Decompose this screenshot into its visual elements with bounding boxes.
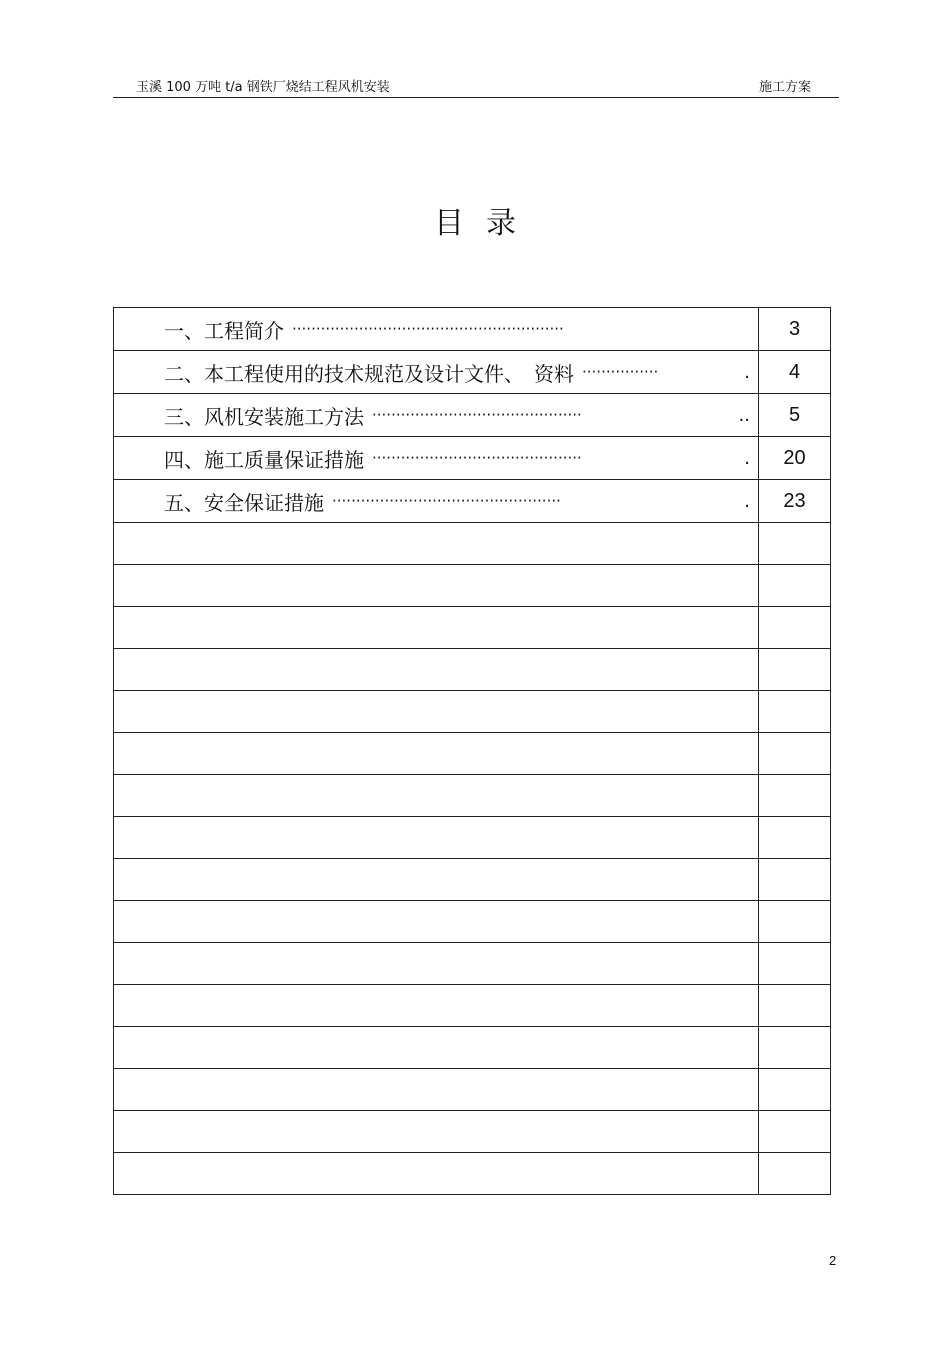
- toc-empty-page-cell: [759, 1069, 831, 1111]
- page-title: 目录: [434, 206, 538, 241]
- toc-page-number: 23: [759, 480, 831, 523]
- toc-empty-row: [114, 985, 831, 1027]
- toc-empty-entry-cell: [114, 775, 759, 817]
- toc-page-number: 4: [759, 351, 831, 394]
- toc-empty-entry-cell: [114, 943, 759, 985]
- toc-empty-page-cell: [759, 733, 831, 775]
- toc-empty-row: [114, 1027, 831, 1069]
- toc-empty-entry-cell: [114, 985, 759, 1027]
- toc-entry-cell: [114, 480, 759, 523]
- toc-entry-cell: [114, 308, 759, 351]
- toc-empty-row: [114, 691, 831, 733]
- toc-empty-entry-cell: [114, 1027, 759, 1069]
- toc-empty-page-cell: [759, 1153, 831, 1195]
- toc-empty-row: [114, 1153, 831, 1195]
- toc-empty-row: [114, 859, 831, 901]
- toc-empty-entry-cell: [114, 901, 759, 943]
- page-number: 2: [829, 1253, 837, 1268]
- toc-leader-dots: ················································: [332, 492, 561, 510]
- toc-leader-tail: .: [744, 447, 750, 469]
- toc-entry-label[interactable]: 五、安全保证措施: [164, 490, 324, 515]
- toc-empty-row: [114, 523, 831, 565]
- toc-empty-page-cell: [759, 775, 831, 817]
- toc-page-number: 5: [759, 394, 831, 437]
- toc-empty-page-cell: [759, 1027, 831, 1069]
- toc-empty-page-cell: [759, 565, 831, 607]
- toc-leader-dots: ·························································: [292, 320, 564, 338]
- toc-empty-row: [114, 817, 831, 859]
- toc-empty-row: [114, 775, 831, 817]
- toc-empty-entry-cell: [114, 649, 759, 691]
- toc-empty-row: [114, 1111, 831, 1153]
- toc-empty-entry-cell: [114, 691, 759, 733]
- toc-empty-entry-cell: [114, 607, 759, 649]
- toc-row[interactable]: [114, 480, 831, 523]
- toc-row[interactable]: [114, 394, 831, 437]
- toc-entry-label[interactable]: 二、本工程使用的技术规范及设计文件、 资料: [164, 361, 574, 386]
- toc-empty-page-cell: [759, 523, 831, 565]
- toc-entry-cell: [114, 351, 759, 394]
- toc-entry-cell: [114, 394, 759, 437]
- toc-empty-entry-cell: [114, 1153, 759, 1195]
- toc-empty-entry-cell: [114, 733, 759, 775]
- toc-entry-cell: [114, 437, 759, 480]
- toc-empty-row: [114, 649, 831, 691]
- toc-page-number: 3: [759, 308, 831, 351]
- toc-row[interactable]: [114, 351, 831, 394]
- toc-empty-page-cell: [759, 943, 831, 985]
- header-left-title: 玉溪 100 万吨 t/a 钢铁厂烧结工程风机安装: [136, 80, 390, 95]
- toc-empty-page-cell: [759, 1111, 831, 1153]
- toc-empty-entry-cell: [114, 1111, 759, 1153]
- toc-entry-label[interactable]: 一、工程简介: [164, 318, 284, 343]
- toc-empty-page-cell: [759, 985, 831, 1027]
- toc-empty-page-cell: [759, 817, 831, 859]
- toc-empty-page-cell: [759, 859, 831, 901]
- toc-body: [114, 308, 831, 1195]
- toc-empty-page-cell: [759, 649, 831, 691]
- toc-empty-row: [114, 1069, 831, 1111]
- toc-empty-page-cell: [759, 901, 831, 943]
- toc-empty-row: [114, 607, 831, 649]
- toc-leader-tail: .: [744, 361, 750, 383]
- header-right-title: 施工方案: [759, 80, 812, 95]
- toc-leader-tail: ..: [738, 404, 750, 426]
- toc-row[interactable]: [114, 437, 831, 480]
- toc-empty-page-cell: [759, 691, 831, 733]
- toc-leader-dots: ············································: [372, 449, 582, 467]
- toc-entry-label[interactable]: 三、风机安装施工方法: [164, 404, 364, 429]
- toc-empty-entry-cell: [114, 817, 759, 859]
- toc-entry-label[interactable]: 四、施工质量保证措施: [164, 447, 364, 472]
- toc-empty-entry-cell: [114, 523, 759, 565]
- toc-empty-page-cell: [759, 607, 831, 649]
- toc-empty-row: [114, 733, 831, 775]
- toc-table: [113, 307, 831, 1195]
- toc-empty-row: [114, 943, 831, 985]
- toc-leader-dots: ············································: [372, 406, 582, 424]
- header-rule: [113, 97, 839, 98]
- toc-page-number: 20: [759, 437, 831, 480]
- toc-leader-tail: .: [744, 490, 750, 512]
- toc-empty-entry-cell: [114, 859, 759, 901]
- toc-empty-entry-cell: [114, 1069, 759, 1111]
- toc-empty-row: [114, 901, 831, 943]
- toc-empty-row: [114, 565, 831, 607]
- toc-empty-entry-cell: [114, 565, 759, 607]
- toc-leader-dots: ················: [582, 363, 659, 381]
- toc-row[interactable]: [114, 308, 831, 351]
